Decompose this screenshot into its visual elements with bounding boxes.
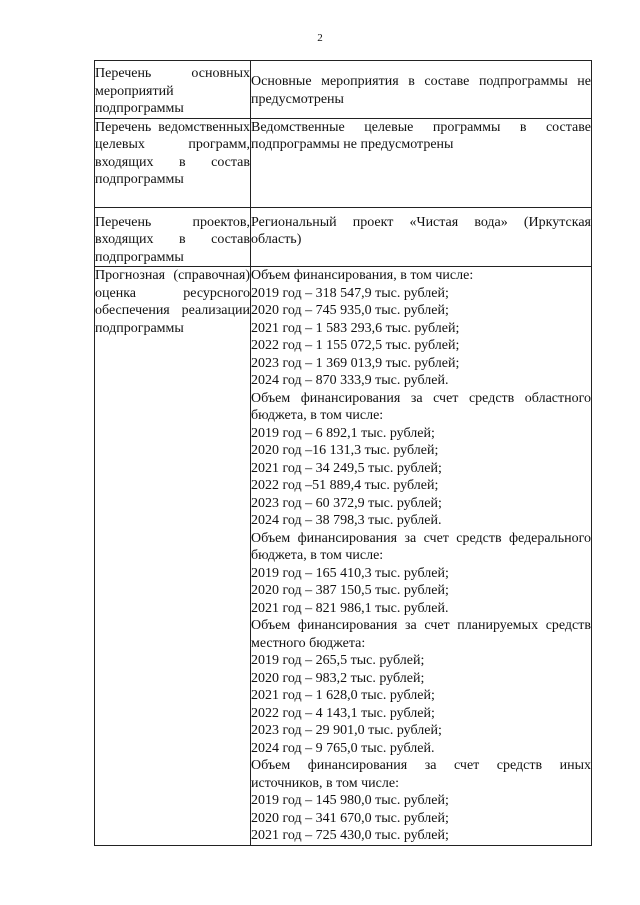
table-row [95, 207, 592, 267]
row-value-funding [251, 267, 592, 846]
funding-year-line: 2022 год – 4 143,1 тыс. рублей; [251, 705, 435, 721]
funding-year-line: 2024 год – 38 798,3 тыс. рублей. [251, 513, 442, 528]
row-label-projects: Перечень проектов, входящих в состав подпрограммы [95, 207, 251, 267]
subprogram-passport-table [94, 60, 592, 846]
funding-year-line: 2024 год – 870 333,9 тыс. рублей. [251, 373, 449, 388]
funding-section-heading: Объем финансирования за счет средств иных источников, в том числе: [251, 758, 591, 791]
funding-year-line: 2019 год – 6 892,1 тыс. рублей; [251, 425, 435, 441]
funding-section-heading: Объем финансирования за счет планируемых средств местного бюджета: [251, 618, 591, 651]
funding-year-line: 2020 год – 983,2 тыс. рублей; [251, 670, 425, 686]
funding-year-line: 2021 год – 34 249,5 тыс. рублей; [251, 460, 442, 476]
funding-year-line: 2019 год – 165 410,3 тыс. рублей; [251, 565, 449, 581]
funding-section-heading: Объем финансирования, в том числе: [251, 268, 474, 283]
funding-year-line: 2019 год – 318 547,9 тыс. рублей; [251, 285, 449, 301]
funding-year-line: 2021 год – 821 986,1 тыс. рублей. [251, 600, 449, 616]
page-number: 2 [317, 32, 323, 44]
funding-year-line: 2023 год – 60 372,9 тыс. рублей; [251, 495, 442, 511]
funding-section-heading: Объем финансирования за счет средств федерального бюджета, в том числе: [251, 530, 591, 563]
funding-year-line: 2020 год – 387 150,5 тыс. рублей; [251, 583, 449, 598]
funding-year-line: 2021 год – 725 430,0 тыс. рублей; [251, 828, 449, 843]
row-value-departmental-programs: Ведомственные целевые программы в составе подпрограммы не предусмотрены [251, 118, 592, 207]
funding-year-line: 2023 год – 1 369 013,9 тыс. рублей; [251, 355, 460, 371]
table-row [95, 61, 592, 119]
row-value-activities: Основные мероприятия в составе подпрограммы не предусмотрены [251, 61, 592, 119]
funding-year-line: 2024 год – 9 765,0 тыс. рублей. [251, 740, 435, 756]
funding-year-line: 2020 год –16 131,3 тыс. рублей; [251, 443, 439, 458]
funding-year-line: 2020 год – 745 935,0 тыс. рублей; [251, 303, 449, 318]
funding-year-line: 2022 год – 1 155 072,5 тыс. рублей; [251, 338, 460, 353]
funding-year-line: 2020 год – 341 670,0 тыс. рублей; [251, 810, 449, 826]
funding-year-line: 2019 год – 145 980,0 тыс. рублей; [251, 793, 449, 808]
funding-section-heading: Объем финансирования за счет средств областного бюджета, в том числе: [251, 390, 591, 423]
table-row [95, 118, 592, 207]
funding-year-line: 2019 год – 265,5 тыс. рублей; [251, 653, 425, 668]
funding-year-line: 2021 год – 1 628,0 тыс. рублей; [251, 688, 435, 703]
row-value-projects: Региональный проект «Чистая вода» (Иркутская область) [251, 207, 592, 267]
row-label-funding: Прогнозная (справочная) оценка ресурсного обеспечения реализации подпрограммы [95, 267, 251, 846]
row-label-activities: Перечень основных мероприятий подпрограммы [95, 61, 251, 119]
funding-year-line: 2022 год –51 889,4 тыс. рублей; [251, 478, 439, 493]
row-label-departmental-programs: Перечень ведомственных целевых программ, входящих в состав подпрограммы [95, 118, 251, 207]
funding-year-line: 2023 год – 29 901,0 тыс. рублей; [251, 723, 442, 738]
table-row [95, 267, 592, 846]
funding-year-line: 2021 год – 1 583 293,6 тыс. рублей; [251, 320, 460, 336]
